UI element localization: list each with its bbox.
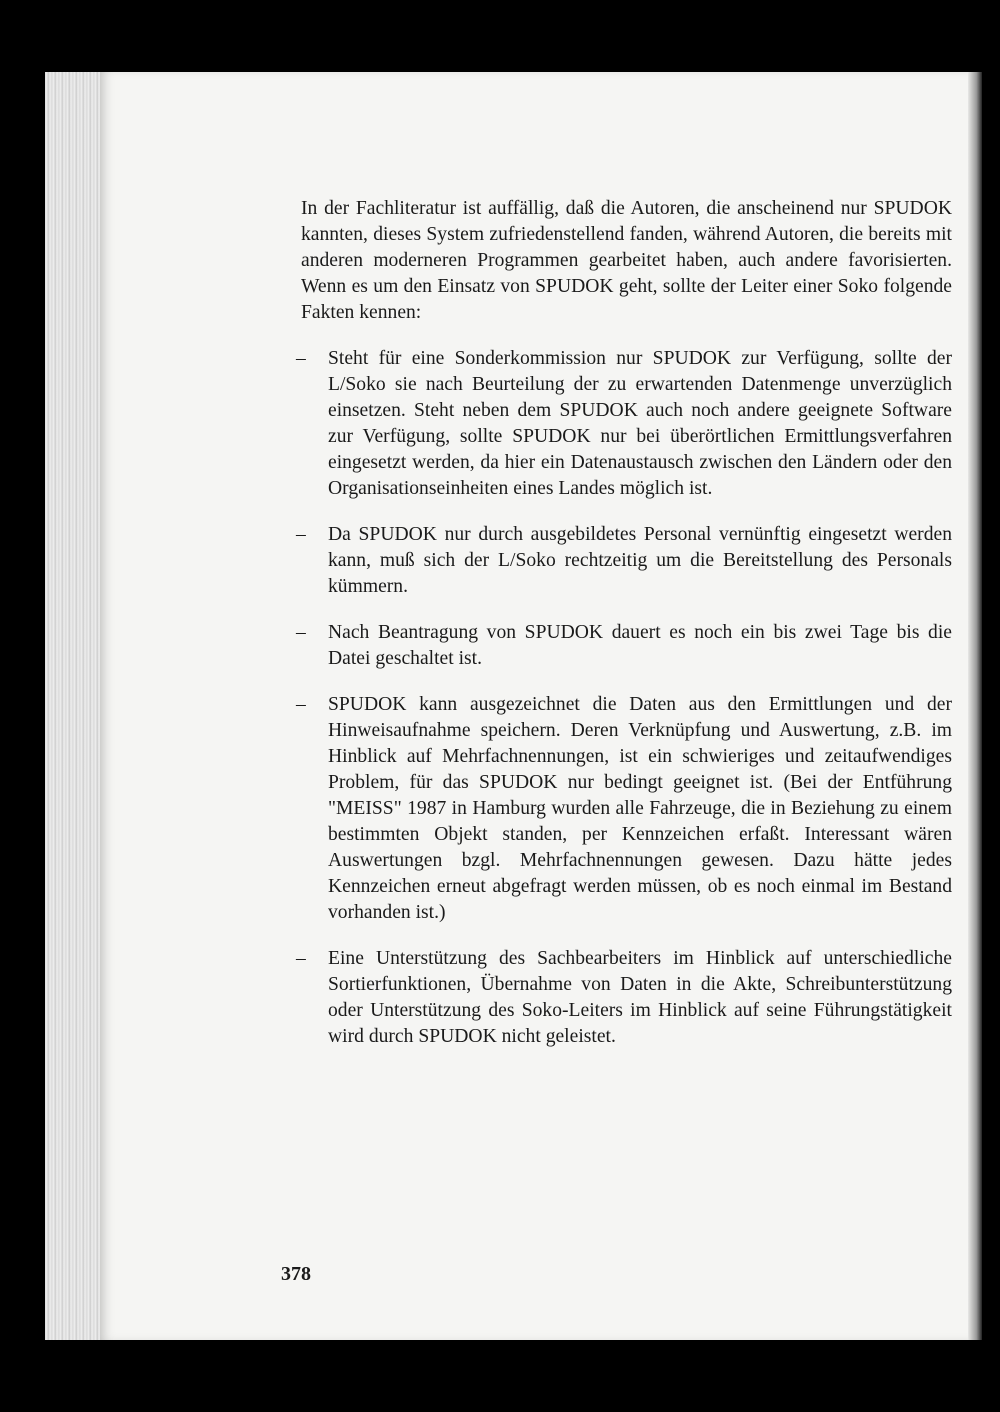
body-text [296,196,952,1070]
dash-marker: – [296,348,306,369]
intro-paragraph: In der Fachliteratur ist auffällig, daß die Autoren, die anscheinend nur SPUDOK kannten, dieses System zufriedenstellend fanden, während Autoren, die bereits mit anderen moderneren Programmen gearbeitet haben, auch andere favorisierten. Wenn es um den Einsatz von SPUDOK geht, sollte der Leiter einer Soko folgende Fakten kennen: [301,198,952,323]
list-item [296,946,952,1050]
list-item-text: Eine Unterstützung des Sachbearbeiters im Hinblick auf unterschiedliche Sortierfunktionen, Übernahme von Daten in die Akte, Schreibunterstützung oder Unterstützung des Soko-Leiters im Hinblick auf seine Führungstätigkeit wird durch SPUDOK nicht geleistet. [328,948,952,1047]
page-right-edge-shadow [968,72,982,1340]
list-item-text: Nach Beantragung von SPUDOK dauert es noch ein bis zwei Tage bis die Datei geschaltet ist. [328,622,952,669]
list-item-text: Steht für eine Sonderkommission nur SPUDOK zur Verfügung, sollte der L/Soko sie nach Beurteilung der zu erwartenden Datenmenge unverzüglich einsetzen. Steht neben dem SPUDOK auch noch andere geeignete Software zur Verfügung, sollte SPUDOK nur bei überörtlichen Ermittlungsverfahren eingesetzt werden, da hier ein Datenaustausch zwischen den Ländern oder den Organisationseinheiten eines Landes möglich ist. [328,348,952,499]
page-number: 378 [281,1263,311,1285]
dash-marker: – [296,948,306,969]
list-item [296,346,952,502]
list-item-text: SPUDOK kann ausgezeichnet die Daten aus den Ermittlungen und der Hinweisaufnahme speichern. Deren Verknüpfung und Auswertung, z.B. im Hinblick auf Mehrfachnennungen, ist ein schwieriges und zeitaufwendiges Problem, für das SPUDOK nur bedingt geeignet ist. (Bei der Entführung "MEISS" 1987 in Hamburg wurden alle Fahrzeuge, die in Beziehung zu einem bestimmten Objekt standen, per Kennzeichen erfaßt. Interessant wären Auswertungen bzgl. Mehrfachnennungen gewesen. Dazu hätte jedes Kennzeichen erneut abgefragt werden müssen, ob es noch einmal im Bestand vorhanden ist.) [328,694,952,923]
dash-marker: – [296,524,306,545]
page-stack-edges [45,72,105,1340]
dash-marker: – [296,694,306,715]
list-item [296,620,952,672]
list-item-text: Da SPUDOK nur durch ausgebildetes Personal vernünftig eingesetzt werden kann, muß sich der L/Soko rechtzeitig um die Bereitstellung des Personals kümmern. [328,524,952,597]
list-item [296,522,952,600]
dash-marker: – [296,622,306,643]
bullet-list [296,346,952,1050]
list-item [296,692,952,926]
